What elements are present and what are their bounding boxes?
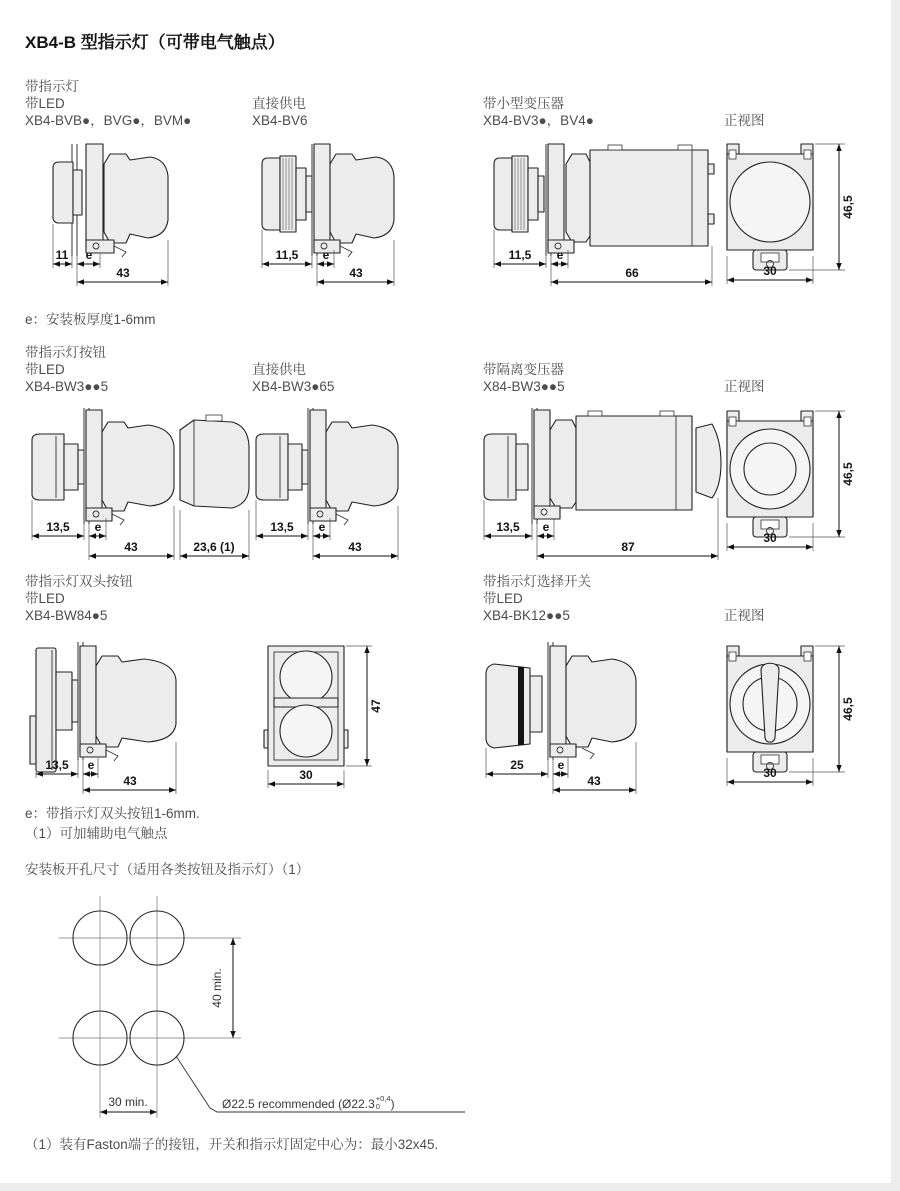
label-block-selector-switch (483, 573, 591, 624)
note-e-panel-thickness: e：安装板厚度1-6mm (25, 312, 156, 327)
dim-e: e (322, 248, 330, 262)
label-block-small-transformer (483, 95, 594, 129)
dim-body: 43 (116, 266, 130, 280)
dimensions (100, 938, 465, 1112)
drawing-double-head-side (26, 640, 254, 798)
hole-tolerance-lower: 0 (375, 1101, 380, 1111)
dimensions (32, 500, 249, 560)
label-line: 带指示灯按钮 (25, 345, 106, 360)
dim-front: 13,5 (46, 520, 70, 534)
label-front-view-3: 正视图 (724, 608, 765, 623)
dim-width: 30 (763, 531, 777, 545)
dim-e: e (557, 758, 565, 772)
drawing-button-led-side (26, 406, 261, 568)
label-line: 带指示灯双头按钮 (25, 574, 133, 589)
drawing-double-head-front (248, 640, 388, 792)
lamp-side-shapes (53, 144, 168, 257)
page-edge-right (891, 0, 900, 1191)
dim-front: 13,5 (496, 520, 520, 534)
label-block-button-direct (252, 361, 334, 395)
label-line: 带LED (483, 591, 523, 606)
front-view-shapes (727, 144, 813, 270)
label-block-button-led (25, 344, 108, 395)
dim-vertical-spacing: 40 min. (210, 968, 224, 1008)
mounting-section-title: 安装板开孔尺寸（适用各类按钮及指示灯）（1） (25, 862, 310, 877)
hole-label-close: ) (390, 1096, 395, 1111)
button-side-shapes (32, 408, 249, 525)
dim-body: 43 (123, 774, 137, 788)
label-line: 带指示灯选择开关 (483, 574, 591, 589)
drawing-front-view-lamp (705, 138, 890, 288)
selector-side-shapes (486, 642, 636, 760)
label-front-view-2: 正视图 (724, 379, 765, 394)
label-block-isolation-transformer (483, 361, 565, 395)
front-view-shapes (727, 411, 813, 537)
footer-note: （1）装有Faston端子的接钮，开关和指示灯固定中心为：最小32x45. (25, 1137, 439, 1152)
dim-front: 13,5 (45, 758, 69, 772)
label-line: 直接供电 (252, 96, 306, 111)
drawing-button-isolation-side (478, 406, 730, 568)
dim-height: 47 (369, 699, 383, 713)
lamp-side-shapes (262, 144, 394, 257)
label-line: XB4-BV3●，BV4● (483, 113, 594, 128)
label-line: 带小型变压器 (483, 96, 564, 111)
label-line: 带隔离变压器 (483, 362, 564, 377)
dim-front: 11,5 (508, 248, 532, 262)
note-aux-contact: （1）可加辅助电气触点 (25, 826, 168, 841)
dim-front: 13,5 (270, 520, 294, 534)
hole-label-text: Ø22.5 recommended (Ø22.3 (222, 1096, 375, 1111)
dim-front: 25 (510, 758, 524, 772)
dim-e: e (556, 248, 564, 262)
label-line: 带LED (25, 591, 65, 606)
dim-e: e (318, 520, 326, 534)
label-block-double-head (25, 573, 133, 624)
label-line: 带LED (25, 362, 65, 377)
label-line: 带LED (25, 96, 65, 111)
dim-body: 43 (587, 774, 601, 788)
label-block-lamp-led (25, 78, 191, 129)
drawing-button-direct-side (250, 406, 475, 568)
label-line: 带指示灯 (25, 79, 79, 94)
hole-diameter-label (222, 1096, 395, 1111)
dim-front: 11,5 (275, 248, 299, 262)
button-side-shapes (484, 408, 721, 524)
front-view-shapes (727, 646, 813, 772)
drawing-lamp-transformer-side (482, 142, 727, 290)
dim-front: 11 (55, 248, 69, 262)
double-head-front-shapes (264, 646, 348, 766)
dim-e: e (85, 248, 93, 262)
lamp-side-shapes (494, 144, 714, 256)
dim-width: 30 (763, 264, 777, 278)
hole-tolerance-upper: +0,4 (375, 1094, 391, 1103)
dim-height: 46,5 (841, 697, 855, 721)
drawing-lamp-direct-side (250, 142, 475, 290)
dim-width: 30 (763, 766, 777, 780)
dim-e: e (542, 520, 550, 534)
drawing-front-view-button (705, 405, 890, 555)
dim-e: e (94, 520, 102, 534)
dim-e: e (87, 758, 95, 772)
label-line: XB4-BW84●5 (25, 608, 108, 623)
dim-height: 46,5 (841, 462, 855, 486)
label-line: 直接供电 (252, 362, 306, 377)
label-line: XB4-BK12●●5 (483, 608, 570, 623)
dim-body: 43 (124, 540, 138, 554)
label-front-view-1: 正视图 (724, 113, 765, 128)
label-block-direct-supply (252, 95, 308, 129)
dim-body: 43 (348, 540, 362, 554)
dim-block: 23,6 (1) (193, 540, 235, 554)
label-line: XB4-BW3●●5 (25, 379, 109, 394)
button-side-shapes (256, 408, 398, 525)
drawing-selector-side (478, 640, 708, 798)
note-e-double-head: e：带指示灯双头按钮1-6mm. (25, 806, 200, 821)
dim-body: 87 (621, 540, 635, 554)
dim-horizontal-spacing: 30 min. (108, 1095, 148, 1109)
label-line: XB4-BW3●65 (252, 379, 335, 394)
drawing-lamp-led-side (26, 142, 241, 290)
label-line: XB4-BV6 (252, 113, 308, 128)
drawing-front-view-selector (705, 640, 890, 790)
page-title: XB4-B 型指示灯（可带电气触点） (25, 33, 285, 52)
dim-body: 43 (349, 266, 363, 280)
dim-body: 66 (625, 266, 639, 280)
page-edge-bottom (0, 1183, 900, 1191)
label-line: X84-BW3●●5 (483, 379, 565, 394)
dim-height: 46,5 (841, 195, 855, 219)
dim-width: 30 (299, 768, 313, 782)
label-line: XB4-BVB●，BVG●，BVM● (25, 113, 192, 128)
double-head-shapes (30, 642, 176, 772)
